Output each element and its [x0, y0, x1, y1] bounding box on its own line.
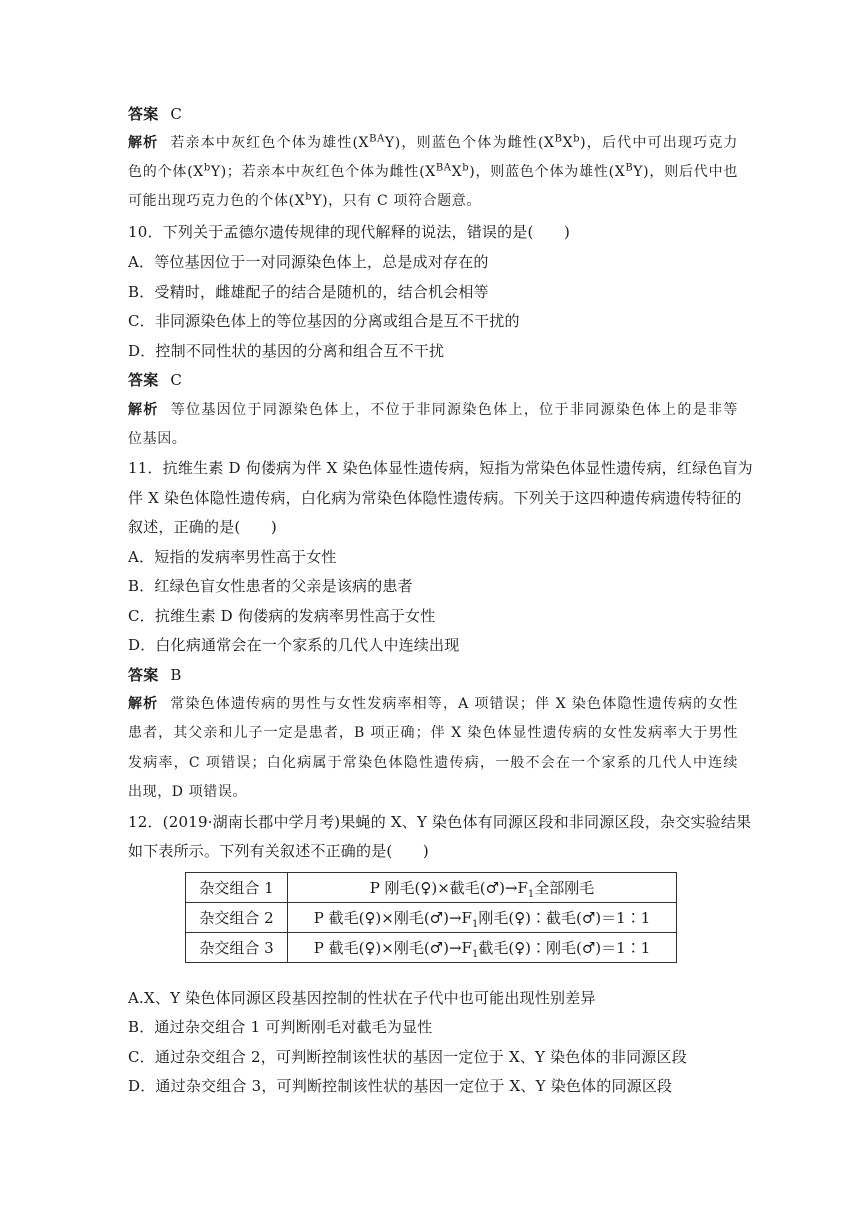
q12-option-b: B．通过杂交组合 1 可判断刚毛对截毛为显性 — [128, 1018, 433, 1036]
q11-explanation-line-2: 患者，其父亲和儿子一定是患者，B 项正确；伴 X 染色体显性遗传病的女性发病率大于男性 — [128, 725, 738, 741]
q10-explanation-line-1: 解析 等位基因位于同源染色体上，不位于非同源染色体上，位于非同源染色体上的是非等 — [128, 402, 739, 418]
explanation-label: 解析 — [128, 135, 159, 151]
q12-stem-line-1: 12．(2019·湖南长郡中学月考)果蝇的 X、Y 染色体有同源区段和非同源区段，杂交实验结果 — [128, 813, 752, 831]
q11-explanation-line-4: 出现，D 项错误。 — [128, 784, 248, 800]
q11-stem-line-1: 11．抗维生素 D 佝偻病为伴 X 染色体显性遗传病，短指为常染色体显性遗传病，红绿色盲为 — [128, 459, 753, 477]
q10-explanation-line-2: 位基因。 — [128, 431, 187, 447]
explanation-label: 解析 — [128, 696, 159, 712]
q10-stem: 10．下列关于孟德尔遗传规律的现代解释的说法，错误的是( ) — [128, 223, 570, 241]
q12-option-c: C．通过杂交组合 2，可判断控制该性状的基因一定位于 X、Y 染色体的非同源区段 — [128, 1048, 687, 1066]
table-row — [186, 903, 677, 933]
cross-results-table — [185, 872, 677, 963]
answer-label: 答案 — [128, 371, 159, 389]
table-cell-cross-name: 杂交组合 2 — [186, 903, 288, 933]
q12-option-d: D．通过杂交组合 3，可判断控制该性状的基因一定位于 X、Y 染色体的同源区段 — [128, 1077, 673, 1095]
q11-explanation-line-3: 发病率，C 项错误；白化病属于常染色体隐性遗传病，一般不会在一个家系的几代人中连续 — [128, 755, 738, 771]
q9-answer-line — [128, 104, 738, 124]
q11-option-d: D．白化病通常会在一个家系的几代人中连续出现 — [128, 636, 460, 654]
answer-label: 答案 — [128, 666, 159, 684]
q11-option-b: B．红绿色盲女性患者的父亲是该病的患者 — [128, 577, 413, 595]
table-cell-cross-result: P 截毛(♀)×刚毛$(♂)\to F_1$截毛(♀)∶刚毛(♂)＝1∶1 — [288, 933, 677, 963]
q10-option-c: C．非同源染色体上的等位基因的分离或组合是互不干扰的 — [128, 312, 520, 330]
q10-option-d: D．控制不同性状的基因的分离和组合互不干扰 — [128, 342, 445, 360]
explanation-label: 解析 — [128, 402, 159, 418]
table-row — [186, 873, 677, 903]
q9-explanation-line-3: 可能出现巧克力色的个体$(X^bY)$，只有 C 项符合题意。 — [128, 191, 481, 209]
q11-stem-line-2: 伴 X 染色体隐性遗传病，白化病为常染色体隐性遗传病。下列关于这四种遗传病遗传特征的 — [128, 489, 742, 507]
q10-option-b: B．受精时，雌雄配子的结合是随机的，结合机会相等 — [128, 283, 489, 301]
q12-stem-line-2: 如下表所示。下列有关叙述不正确的是( ) — [128, 842, 429, 860]
q11-option-a: A．短指的发病率男性高于女性 — [128, 548, 337, 566]
q11-answer-line — [128, 665, 738, 685]
q11-stem-line-3: 叙述，正确的是( ) — [128, 518, 277, 536]
q10-option-a: A．等位基因位于一对同源染色体上，总是成对存在的 — [128, 253, 489, 271]
table-cell-cross-name: 杂交组合 3 — [186, 933, 288, 963]
table-cell-cross-result: P 截毛(♀)×刚毛$(♂)\to F_1$刚毛(♀)∶截毛(♂)＝1∶1 — [288, 903, 677, 933]
answer-value: B — [170, 666, 182, 684]
q10-answer-line — [128, 370, 738, 390]
answer-value: C — [170, 105, 183, 123]
table-row — [186, 933, 677, 963]
q9-explanation-line-1: 解析 若亲本中灰红色个体为雄性$(X^{BA}Y)$，则蓝色个体为雌性$(X^BX^b)$，后代中可出现巧克力 — [128, 133, 739, 151]
q11-option-c: C．抗维生素 D 佝偻病的发病率男性高于女性 — [128, 607, 436, 625]
q9-explanation-line-2: 色的个体$(X^bY)$；若亲本中灰红色个体为雌性$(X^{BA}X^b)$，则蓝色个体为雄性$(X^BY)$，则后代中也 — [128, 162, 738, 180]
table-cell-cross-result: P 刚毛(♀)×截毛$(♂)\to F_1$全部刚毛 — [288, 873, 677, 903]
answer-value: C — [170, 371, 183, 389]
q12-option-a: A.X、Y 染色体同源区段基因控制的性状在子代中也可能出现性别差异 — [128, 989, 596, 1007]
q11-explanation-line-1: 解析 常染色体遗传病的男性与女性发病率相等，A 项错误；伴 X 染色体隐性遗传病的女性 — [128, 696, 738, 712]
answer-label: 答案 — [128, 105, 159, 123]
table-cell-cross-name: 杂交组合 1 — [186, 873, 288, 903]
